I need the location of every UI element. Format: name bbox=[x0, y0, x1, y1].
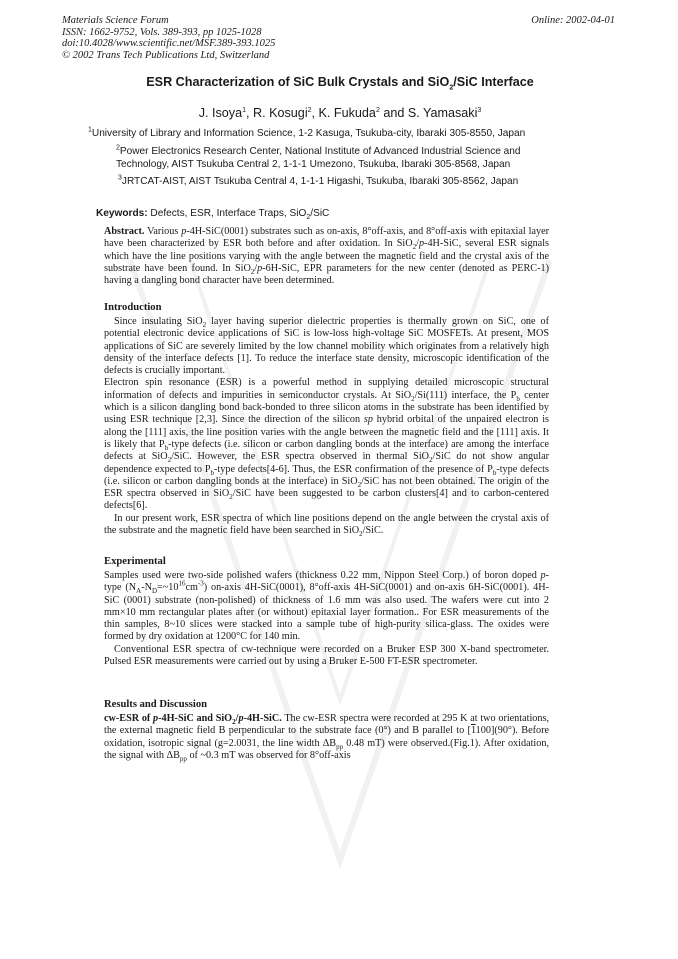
abstract: Abstract. Various p-4H-SiC(0001) substrates such as on-axis, 8°off-axis, and 8°off-axis with epitaxial layer have been characterized by ESR both before and after oxidation. In SiO$_2$/p-4H-SiC, several ESR signals which have the line positions varying with the angle between the magnetic field and the crystal axis of the substrate have been found. In SiO$_2$/p-6H-SiC, EPR parameters for the new center (denoted as PERC-1) having a dangling bond character have been determined. bbox=[104, 226, 550, 287]
results-body: cw-ESR of p-4H-SiC and SiO$_2$/p-4H-SiC. The cw-ESR spectra were recorded at 295 K at two orientations, the external magnetic field B perpendicular to the substrate face (0°) and B parallel to [1100](90°). Before oxidation, isotropic signal (g=2.0031, the line width $\Delta B_{pp}$ 0.48 mT) were observed.(Fig.1). After oxidation, the signal with $\Delta B_{pp}$ of ~0.3 mT was observed for 8°off-axis bbox=[104, 713, 549, 763]
introduction-body: Since insulating SiO$_2$ layer having superior dielectric properties is thermally grown on SiC, one of potential electronic device applications of SiC is low-loss high-voltage SiC MOSFETs. At present, MOS applications of SiC are severely limited by the low channel mobility which originates from a relatively high density of the interface defects [1]. To reduce the interface state density, microscopic identification of the defects is crucially important. Electron spin resonance (ESR) is a powerful method in supplying detailed microscopic structural information of defects and impurities in semiconductor crystals. At SiO$_2$/Si(111) interface, the $P_b$ center which is a silicon dangling bond back-bonded to three silicon atoms in the substrate has been identified by using ESR technique [2,3]. Since the direction of the silicon sp hybrid orbital of the unpaired electron is along the [111] axis, the line position varies with the angle between the magnetic field and the [111] axis. It is likely that $P_b$-type defects (i.e. silicon or carbon dangling bonds at the interface) are among the interface defects at SiO$_2$/SiC. However, the ESR spectra observed in thermal SiO$_2$/SiC do not show angular dependence expected to $P_b$-type defects[4-6]. Thus, the ESR confirmation of the presence of $P_b$-type defects (i.e. silicon or carbon dangling bonds at the interface) in SiO$_2$/SiC has not been obtained. The origin of the ESR spectra observed in SiO$_2$/SiC have been suggested to be carbon clusters[4] and to carbon-centered defects[6]. In our present work, ESR spectra of which line positions depend on the angle between the crystal axis of the substrate and the magnetic field have been searched in SiO$_2$/SiC. bbox=[104, 316, 550, 539]
doi-line: doi:10.4028/www.scientific.net/MSF.389-393.1025 bbox=[62, 38, 276, 49]
journal-header bbox=[62, 15, 275, 61]
section-heading-introduction: Introduction bbox=[104, 302, 162, 313]
keywords: Keywords: Defects, ESR, Interface Traps, SiO$_2$/SiC bbox=[96, 208, 330, 222]
journal-name: Materials Science Forum bbox=[62, 15, 169, 26]
author-list: J. Isoya$^1$, R. Kosugi$^2$, K. Fukuda$^2$ and S. Yamasaki$^3$ bbox=[198, 106, 482, 120]
section-heading-experimental: Experimental bbox=[104, 556, 166, 567]
abstract-label: Abstract. bbox=[104, 226, 145, 237]
affiliation-1: $^1$University of Library and Information Science, 1-2 Kasuga, Tsukuba-city, Ibaraki 305-8550, Japan bbox=[88, 126, 526, 139]
affiliation-3: $^3$JRTCAT-AIST, AIST Tsukuba Central 4, 1-1-1 Higashi, Tsukuba, Ibaraki 305-8562, Japan bbox=[118, 174, 519, 187]
section-heading-results: Results and Discussion bbox=[104, 699, 208, 710]
online-date: Online: 2002-04-01 bbox=[531, 15, 615, 26]
issn-line: ISSN: 1662-9752, Vols. 389-393, pp 1025-1028 bbox=[62, 26, 262, 38]
paper-title: ESR Characterization of SiC Bulk Crystals and SiO$_2$/SiC Interface bbox=[146, 75, 534, 92]
experimental-body: Samples used were two-side polished wafers (thickness 0.22 mm, Nippon Steel Corp.) of boron doped p-type $(N_A-N_D=\sim 10^{16}cm^{-3})$ on-axis 4H-SiC(0001), 8°off-axis 4H-SiC(0001) and on-axis 6H-SiC(0001). 4H-SiC (0001) substrate (non-polished) of thickness of 1.6 mm was also used. The wafers were cut into 2 mm×10 mm rectangular plates after (or without) epitaxial layer formation.. For ESR measurements of the thin samples, 8~10 slices were stacked into a sample tube of high-purity silica-glass. The oxides were formed by dry oxidation at 1200°C for 140 min. Conventional ESR spectra of cw-technique were recorded on a Bruker ESP 300 X-band spectrometer. Pulsed ESR measurements were carried out by using a Bruker E-500 FT-ESR spectrometer. bbox=[104, 570, 549, 668]
copyright-line: © 2002 Trans Tech Publications Ltd, Switzerland bbox=[62, 49, 270, 61]
results-subheading: cw-ESR of p-4H-SiC and SiO$_2$/p-4H-SiC. bbox=[104, 713, 282, 727]
affiliation-2: $^2$Power Electronics Research Center, National Institute of Advanced Industrial Science and Technology, AIST Tsukuba Central 2, 1-1-1 Umezono, Tsukuba, Ibaraki 305-8568, Japan bbox=[116, 144, 521, 170]
